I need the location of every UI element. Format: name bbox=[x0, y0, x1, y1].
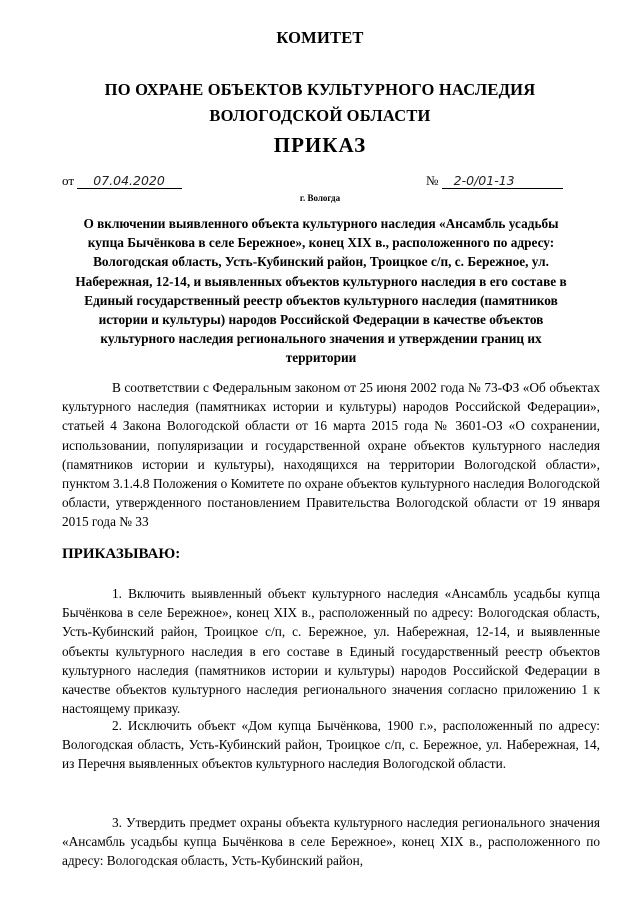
header-protection: ПО ОХРАНЕ ОБЪЕКТОВ КУЛЬТУРНОГО НАСЛЕДИЯ bbox=[104, 80, 536, 99]
order-subject: О включении выявленного объекта культурного наследия «Ансамбль усадьбы купца Бычёнкова в селе Бережное», конец XIX в., расположенного по адресу: Вологодская область, Усть-Кубинский район, Троицкое с/п, с. Бережное, ул. Набережная, 12-14, и выявленных объектов культурного наследия в его составе в Единый государственный реестр объектов культурного наследия (памятников истории и культуры) народов Российской Федерации в качестве объектов культурного наследия регионального значения и утверждении границ их территории bbox=[75, 216, 567, 366]
number-prefix: № bbox=[426, 173, 439, 188]
date-prefix: от bbox=[62, 173, 75, 188]
date-line bbox=[62, 173, 182, 189]
handwritten-number: 2-0/01-13 bbox=[442, 174, 563, 189]
city-label: г. Вологда bbox=[299, 193, 341, 203]
clause-2: 2. Исключить объект «Дом купца Бычёнкова, 1900 г.», расположенный по адресу: Вологодская область, Усть-Кубинский район, Троицкое с/п, с. Бережное, ул. Набережная, 14, из Перечня выявленных объектов культурного наследия Вологодской области. bbox=[62, 718, 600, 772]
header-committee: КОМИТЕТ bbox=[276, 28, 364, 47]
document-type-title: ПРИКАЗ bbox=[273, 133, 367, 157]
preamble-paragraph: В соответствии с Федеральным законом от 25 июня 2002 года № 73-ФЗ «Об объектах культурного наследия (памятниках истории и культуры) народов Российской Федерации», статьей 4 Закона Вологодской области от 16 марта 2015 года № 3601-ОЗ «О сохранении, использовании, популяризации и государственной охране объектов культурного наследия (памятников истории и культуры), находящихся на территории Вологодской области», пунктом 3.1.4.8 Положения о Комитете по охране объектов культурного наследия Вологодской области, утвержденного постановлением Правительства Вологодской области от 19 января 2015 года № 33 bbox=[62, 380, 600, 530]
decree-heading: ПРИКАЗЫВАЮ: bbox=[62, 546, 181, 562]
header-region: ВОЛОГОДСКОЙ ОБЛАСТИ bbox=[209, 106, 431, 125]
handwritten-date: 07.04.2020 bbox=[77, 174, 182, 189]
clause-3: 3. Утвердить предмет охраны объекта культурного наследия регионального значения «Ансамбль усадьбы купца Бычёнкова в селе Бережное», конец XIX в., расположенного по адресу: Вологодская область, Усть-Кубинский район, bbox=[62, 815, 600, 869]
number-line bbox=[426, 173, 563, 189]
clause-1: 1. Включить выявленный объект культурного наследия «Ансамбль усадьбы купца Бычёнкова в селе Бережное», конец XIX в., расположенный по адресу: Вологодская область, Усть-Кубинский район, Троицкое с/п, с. Бережное, ул. Набережная, 12-14, и выявленные объекты культурного наследия в его составе в Единый государственный реестр объектов культурного наследия (памятников истории и культуры) народов Российской Федерации в качестве объектов культурного наследия регионального значения согласно приложению 1 к настоящему приказу. bbox=[62, 586, 600, 717]
